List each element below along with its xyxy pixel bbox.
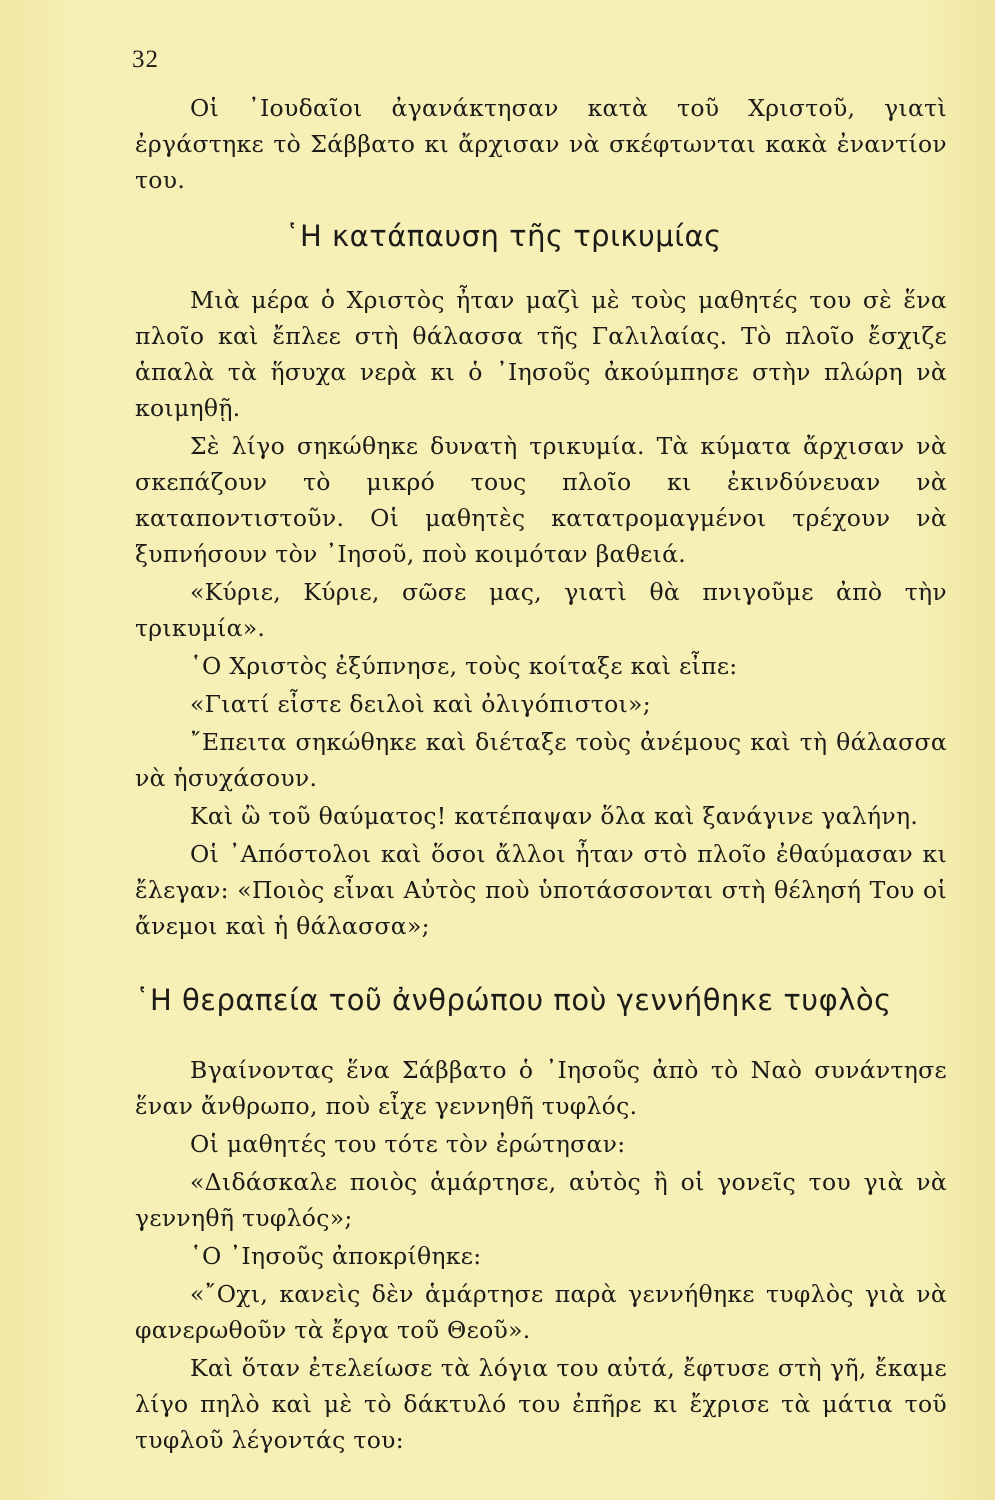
paragraph: ῾Ο ᾿Ιησοῦς ἀποκρίθηκε: xyxy=(190,1242,482,1270)
paragraph: Οἱ ᾿Απόστολοι καὶ ὅσοι ἄλλοι ἦταν στὸ πλοῖο ἐθαύμασαν κι ἔλεγαν: «Ποιὸς εἶναι Αὐτὸς ποὺ ὑποτάσσονται στὴ θέλησή Του οἱ ἄνεμοι καὶ ἡ θάλασσα»; xyxy=(135,840,947,940)
paragraph: Βγαίνοντας ἕνα Σάββατο ὁ ᾿Ιησοῦς ἀπὸ τὸ Ναὸ συνάντησε ἕναν ἄνθρωπο, ποὺ εἶχε γεννηθῆ τυφλός. xyxy=(135,1056,947,1120)
paragraph: «῎Οχι, κανεὶς δὲν ἁμάρτησε παρὰ γεννήθηκε τυφλὸς γιὰ νὰ φανερωθοῦν τὰ ἔργα τοῦ Θεοῦ». xyxy=(135,1280,947,1344)
paragraph: Μιὰ μέρα ὁ Χριστὸς ἦταν μαζὶ μὲ τοὺς μαθητές του σὲ ἕνα πλοῖο καὶ ἔπλεε στὴ θάλασσα τῆς Γαλιλαίας. Τὸ πλοῖο ἔσχιζε ἁπαλὰ τὰ ἥσυχα νερὰ κι ὁ ᾿Ιησοῦς ἀκούμπησε στὴν πλώρη νὰ κοιμηθῇ. xyxy=(135,286,947,422)
paragraph: Οἱ μαθητές του τότε τὸν ἐρώτησαν: xyxy=(190,1130,626,1158)
page-content xyxy=(135,90,947,1460)
paragraph: ῾Ο Χριστὸς ἐξύπνησε, τοὺς κοίταξε καὶ εἶπε: xyxy=(190,652,738,680)
paragraph: «Διδάσκαλε ποιὸς ἁμάρτησε, αὐτὸς ἢ οἱ γονεῖς του γιὰ νὰ γεννηθῆ τυφλός»; xyxy=(135,1168,947,1232)
section-title-healing-blind-man: ῾Η θεραπεία τοῦ ἀνθρώπου ποὺ γεννήθηκε τυφλὸς xyxy=(135,983,892,1017)
paragraph: «Γιατί εἶστε δειλοὶ καὶ ὀλιγόπιστοι»; xyxy=(190,690,651,718)
paragraph: Καὶ ὅταν ἐτελείωσε τὰ λόγια του αὐτά, ἔφτυσε στὴ γῆ, ἔκαμε λίγο πηλὸ καὶ μὲ τὸ δάκτυλό του ἐπῆρε κι ἔχρισε τὰ μάτια τοῦ τυφλοῦ λέγοντάς του: xyxy=(135,1354,947,1454)
section-title-calming-storm: ῾Η κατάπαυση τῆς τρικυμίας xyxy=(285,219,722,253)
page-number: 32 xyxy=(132,46,159,73)
paragraph: Σὲ λίγο σηκώθηκε δυνατὴ τρικυμία. Τὰ κύματα ἄρχισαν νὰ σκεπάζουν τὸ μικρό τους πλοῖο κι ἐκινδύνευαν νὰ καταποντιστοῦν. Οἱ μαθητὲς κατατρομαγμένοι τρέχουν νὰ ξυπνήσουν τὸν ᾿Ιησοῦ, ποὺ κοιμόταν βαθειά. xyxy=(135,432,947,568)
intro-paragraph: Οἱ ᾿Ιουδαῖοι ἀγανάκτησαν κατὰ τοῦ Χριστοῦ, γιατὶ ἐργάστηκε τὸ Σάββατο κι ἄρχισαν νὰ σκέφτωνται κακὰ ἐναντίον του. xyxy=(135,94,947,194)
paragraph: «Κύριε, Κύριε, σῶσε μας, γιατὶ θὰ πνιγοῦμε ἀπὸ τὴν τρικυμία». xyxy=(135,578,947,642)
paragraph: ῎Επειτα σηκώθηκε καὶ διέταξε τοὺς ἀνέμους καὶ τὴ θάλασσα νὰ ἡσυχάσουν. xyxy=(135,728,947,792)
paragraph: Καὶ ὢ τοῦ θαύματος! κατέπαψαν ὅλα καὶ ξανάγινε γαλήνη. xyxy=(190,802,919,830)
